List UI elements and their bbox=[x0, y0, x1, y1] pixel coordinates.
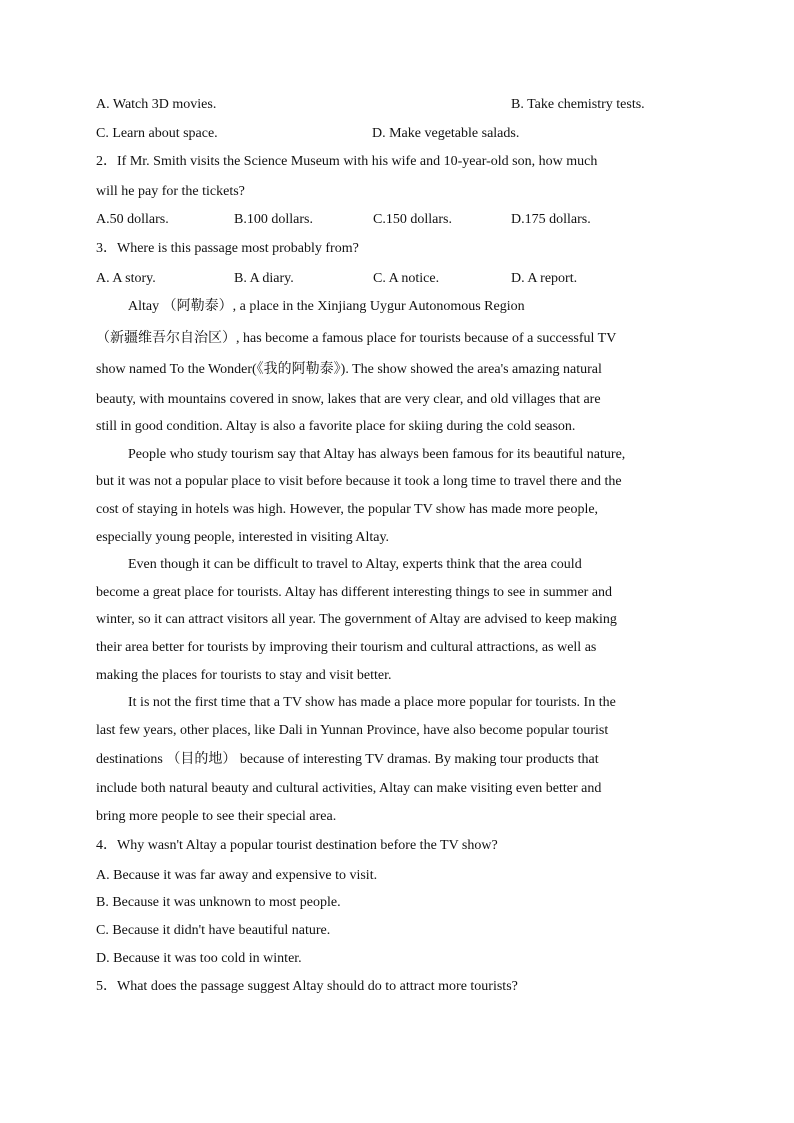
q2-option-a: A.50 dollars. bbox=[96, 212, 169, 227]
passage-line: show named To the Wonder(《我的阿勒泰》). The show showed the area's amazing natural bbox=[96, 362, 602, 377]
passage-line: still in good condition. Altay is also a favorite place for skiing during the cold season. bbox=[96, 419, 576, 434]
passage-line: destinations （目的地） because of interesting TV dramas. By making tour products that bbox=[96, 752, 599, 767]
passage-line: but it was not a popular place to visit before because it took a long time to travel there and the bbox=[96, 474, 622, 489]
q3-option-a: A. A story. bbox=[96, 271, 156, 286]
passage-line: （新疆维吾尔自治区）, has become a famous place for tourists because of a successful TV bbox=[96, 331, 617, 346]
q4-option-a: A. Because it was far away and expensive to visit. bbox=[96, 868, 378, 883]
q2-option-c: C.150 dollars. bbox=[373, 212, 452, 227]
q2-option-b: B.100 dollars. bbox=[234, 212, 313, 227]
passage-line: winter, so it can attract visitors all year. The government of Altay are advised to keep making bbox=[96, 612, 617, 627]
q3-option-b: B. A diary. bbox=[234, 271, 294, 286]
q2-stem-line-1: 2．If Mr. Smith visits the Science Museum with his wife and 10-year-old son, how much bbox=[96, 154, 598, 169]
q1-option-d: D. Make vegetable salads. bbox=[372, 126, 520, 141]
q2-option-d: D.175 dollars. bbox=[511, 212, 591, 227]
q3-stem: 3．Where is this passage most probably from? bbox=[96, 241, 359, 256]
passage-line: beauty, with mountains covered in snow, lakes that are very clear, and old villages that are bbox=[96, 392, 601, 407]
q5-stem: 5．What does the passage suggest Altay should do to attract more tourists? bbox=[96, 979, 518, 994]
passage-line: cost of staying in hotels was high. However, the popular TV show has made more people, bbox=[96, 502, 599, 517]
passage-line: especially young people, interested in visiting Altay. bbox=[96, 530, 390, 545]
passage-line: last few years, other places, like Dali in Yunnan Province, have also become popular tourist bbox=[96, 723, 609, 738]
passage-line: making the places for tourists to stay and visit better. bbox=[96, 668, 392, 683]
passage-line: People who study tourism say that Altay has always been famous for its beautiful nature, bbox=[128, 447, 626, 462]
passage-line: include both natural beauty and cultural activities, Altay can make visiting even better and bbox=[96, 781, 602, 796]
q4-stem: 4．Why wasn't Altay a popular tourist destination before the TV show? bbox=[96, 838, 498, 853]
q4-option-d: D. Because it was too cold in winter. bbox=[96, 951, 302, 966]
q1-option-c: C. Learn about space. bbox=[96, 126, 218, 141]
q4-option-c: C. Because it didn't have beautiful nature. bbox=[96, 923, 331, 938]
passage-line: It is not the first time that a TV show has made a place more popular for tourists. In the bbox=[128, 695, 616, 710]
passage-line: Even though it can be difficult to travel to Altay, experts think that the area could bbox=[128, 557, 582, 572]
q2-stem-line-2: will he pay for the tickets? bbox=[96, 184, 245, 199]
q1-option-b: B. Take chemistry tests. bbox=[511, 97, 645, 112]
q4-option-b: B. Because it was unknown to most people. bbox=[96, 895, 341, 910]
passage-line: Altay （阿勒泰）, a place in the Xinjiang Uygur Autonomous Region bbox=[128, 299, 525, 314]
passage-line: bring more people to see their special area. bbox=[96, 809, 337, 824]
passage-line: become a great place for tourists. Altay has different interesting things to see in summer and bbox=[96, 585, 613, 600]
q3-option-c: C. A notice. bbox=[373, 271, 440, 286]
passage-line: their area better for tourists by improving their tourism and cultural attractions, as well as bbox=[96, 640, 597, 655]
q1-option-a: A. Watch 3D movies. bbox=[96, 97, 217, 112]
q3-option-d: D. A report. bbox=[511, 271, 578, 286]
